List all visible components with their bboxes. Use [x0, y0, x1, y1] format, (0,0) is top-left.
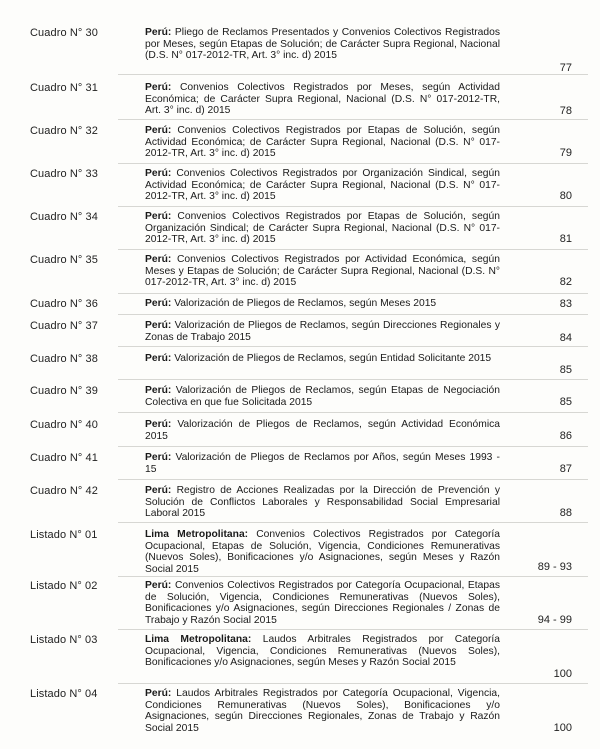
entry-label: Cuadro N° 35	[30, 254, 98, 266]
entry-description	[145, 452, 500, 475]
divider	[118, 74, 588, 75]
entry-text: Convenios Colectivos Registrados por Actividad Económica, según Meses y Etapas de Solución; de Carácter Supra Regional, Nacional (D.S. N° 017-2012-TR, Art. 3° inc. d) 2015	[145, 254, 500, 289]
entry-region: Perú:	[145, 82, 172, 93]
entry-description	[145, 211, 500, 246]
entry-label: Cuadro N° 41	[30, 452, 98, 464]
divider	[118, 522, 588, 523]
entry-text: Convenios Colectivos Registrados por Etapas de Solución, según Actividad Económica; de Carácter Supra Regional, Nacional (D.S. N° 017-2012-TR, Art. 3° inc. d) 2015	[145, 125, 500, 160]
entry-region: Perú:	[145, 353, 172, 364]
entry-description	[145, 320, 500, 343]
entry-region: Perú:	[145, 485, 172, 496]
entry-text: Pliego de Reclamos Presentados y Convenios Colectivos Registrados por Meses, según Etapas de Solución; de Carácter Supra Regional, Nacional (D.S. N° 017-2012-TR, Art. 3° inc. d) 2015	[145, 27, 500, 62]
entry-label: Cuadro N° 34	[30, 211, 98, 223]
entry-description	[145, 168, 500, 203]
entry-region: Lima Metropolitana:	[145, 634, 252, 645]
entry-text: Valorización de Pliegos de Reclamos, según Etapas de Negociación Colectiva en que fue Solicitada 2015	[145, 385, 500, 408]
divider	[118, 206, 588, 207]
divider	[118, 446, 588, 447]
divider	[118, 314, 588, 315]
entry-label: Cuadro N° 36	[30, 298, 98, 310]
entry-page-number: 78	[559, 105, 572, 117]
entry-text: Laudos Arbitrales Registrados por Categoría Ocupacional, Vigencia, Condiciones Remunerativas (Nuevos Soles), Bonificaciones y/o Asignaciones, según Direcciones Regionales, Zonas de Trabajo y Razón Social 2015	[145, 688, 500, 734]
entry-label: Cuadro N° 39	[30, 385, 98, 397]
entry-label: Cuadro N° 32	[30, 125, 98, 137]
entry-page-number: 81	[559, 233, 572, 245]
divider	[118, 479, 588, 480]
entry-description	[145, 298, 500, 310]
divider	[118, 379, 588, 380]
entry-text: Convenios Colectivos Registrados por Etapas de Solución, según Organización Sindical; de Carácter Supra Regional, Nacional (D.S. N° 017-2012-TR, Art. 3° inc. d) 2015	[145, 211, 500, 246]
divider	[118, 249, 588, 250]
entry-description	[145, 27, 500, 62]
entry-description	[145, 82, 500, 117]
entry-page-number: 88	[559, 507, 572, 519]
entry-text: Convenios Colectivos Registrados por Meses, según Actividad Económica; de Carácter Supra Regional, Nacional (D.S. N° 017-2012-TR, Art. 3° inc. d) 2015	[145, 82, 500, 117]
entry-description	[145, 529, 500, 575]
entry-description	[145, 353, 500, 365]
entry-label: Listado N° 01	[30, 529, 98, 541]
divider	[118, 629, 588, 630]
entry-region: Perú:	[145, 254, 172, 265]
entry-label: Cuadro N° 42	[30, 485, 98, 497]
entry-description	[145, 385, 500, 408]
entry-page-number: 85	[559, 396, 572, 408]
entry-text: Valorización de Pliegos de Reclamos, según Direcciones Regionales y Zonas de Trabajo 2015	[145, 320, 500, 343]
entry-page-number: 94 - 99	[537, 614, 572, 626]
entry-page-number: 79	[559, 147, 572, 159]
entry-page-number: 87	[559, 463, 572, 475]
entry-text: Convenios Colectivos Registrados por Organización Sindical, según Actividad Económica; de Carácter Supra Regional, Nacional (D.S. N° 017-2012-TR, Art. 3° inc. d) 2015	[145, 168, 500, 203]
entry-text: Valorización de Pliegos de Reclamos por Años, según Meses 1993 - 15	[145, 452, 500, 475]
divider	[118, 119, 588, 120]
entry-page-number: 100	[553, 668, 572, 680]
entry-label: Cuadro N° 33	[30, 168, 98, 180]
entry-region: Perú:	[145, 452, 172, 463]
entry-label: Listado N° 03	[30, 634, 98, 646]
entry-page-number: 84	[559, 332, 572, 344]
entry-text: Laudos Arbitrales Registrados por Categoría Ocupacional, Vigencia, Condiciones Remunerativas (Nuevos Soles), Bonificaciones y/o Asignaciones, según Meses y Razón Social 2015	[145, 634, 500, 669]
entry-page-number: 77	[559, 62, 572, 74]
entry-text: Valorización de Pliegos de Reclamos, según Meses 2015	[174, 298, 437, 309]
divider	[118, 163, 588, 164]
entry-text: Convenios Colectivos Registrados por Categoría Ocupacional, Etapas de Solución, Vigencia, Condiciones Remunerativas (Nuevos Soles), Bonificaciones y/o Asignaciones, según Direcciones Regionales / Zonas de Trabajo y Razón Social 2015	[145, 580, 500, 626]
entry-text: Valorización de Pliegos de Reclamos, según Actividad Económica 2015	[145, 419, 500, 442]
entry-description	[145, 688, 500, 734]
entry-description	[145, 580, 500, 626]
entry-label: Cuadro N° 38	[30, 353, 98, 365]
entry-page-number: 83	[559, 298, 572, 310]
entry-description	[145, 125, 500, 160]
entry-label: Cuadro N° 30	[30, 27, 98, 39]
entry-page-number: 85	[559, 364, 572, 376]
entry-page-number: 82	[559, 276, 572, 288]
entry-region: Perú:	[145, 211, 172, 222]
entry-label: Listado N° 02	[30, 580, 98, 592]
entry-text: Registro de Acciones Realizadas por la Dirección de Prevención y Solución de Conflictos Laborales y Responsabilidad Social Empresarial Laboral 2015	[145, 485, 500, 520]
entry-region: Perú:	[145, 168, 172, 179]
entry-region: Perú:	[145, 320, 172, 331]
entry-description	[145, 634, 500, 669]
entry-region: Perú:	[145, 419, 172, 430]
divider	[118, 576, 588, 577]
entry-page-number: 86	[559, 430, 572, 442]
entry-description	[145, 419, 500, 442]
entry-label: Cuadro N° 40	[30, 419, 98, 431]
entry-page-number: 80	[559, 190, 572, 202]
divider	[118, 293, 588, 294]
entry-region: Perú:	[145, 385, 172, 396]
entry-region: Perú:	[145, 27, 172, 38]
entry-description	[145, 485, 500, 520]
entry-region: Perú:	[145, 298, 172, 309]
divider	[118, 683, 588, 684]
entry-label: Cuadro N° 31	[30, 82, 98, 94]
entry-region: Perú:	[145, 125, 172, 136]
entry-region: Lima Metropolitana:	[145, 529, 249, 540]
entry-label: Cuadro N° 37	[30, 320, 98, 332]
divider	[118, 346, 588, 347]
entry-label: Listado N° 04	[30, 688, 98, 700]
entry-text: Convenios Colectivos Registrados por Categoría Ocupacional, Etapas de Solución, Vigencia, Condiciones Remunerativas (Nuevos Soles), Bonificaciones y/o Asignaciones, según Meses y Razón Social 2015	[145, 529, 500, 575]
entry-page-number: 89 - 93	[537, 561, 572, 573]
entry-description	[145, 254, 500, 289]
entry-region: Perú:	[145, 580, 172, 591]
divider	[118, 412, 588, 413]
entry-page-number: 100	[553, 722, 572, 734]
entry-region: Perú:	[145, 688, 172, 699]
entry-text: Valorización de Pliegos de Reclamos, según Entidad Solicitante 2015	[174, 353, 492, 364]
